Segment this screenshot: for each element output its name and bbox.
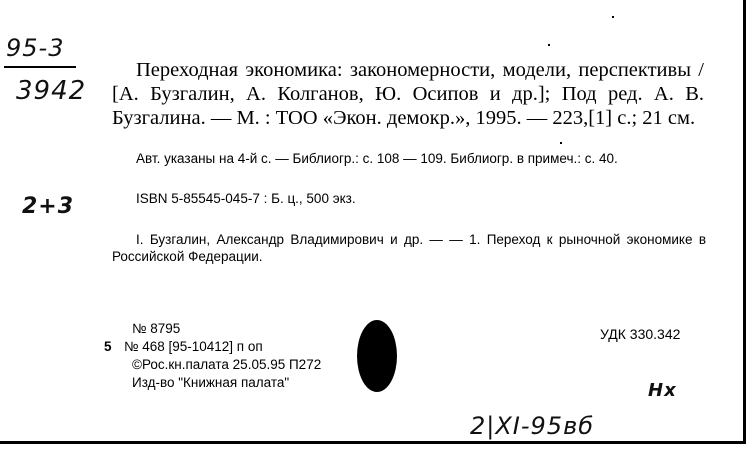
bibliographic-entry xyxy=(112,58,704,130)
speck xyxy=(548,44,550,46)
registration-line-3: ©Рос.кн.палата 25.05.95 П272 xyxy=(132,357,322,372)
registration-line-4: Изд-во "Книжная палата" xyxy=(132,375,290,390)
handwritten-mark: 2+3 xyxy=(22,194,75,219)
handwritten-underline xyxy=(4,66,76,68)
handwritten-number: 3942 xyxy=(16,76,87,106)
handwritten-code: 95-3 xyxy=(6,34,65,62)
subject-entry xyxy=(112,231,706,265)
speck xyxy=(560,142,562,144)
card-count: 5 xyxy=(104,339,112,354)
registration-line-2 xyxy=(104,338,321,356)
punch-hole xyxy=(357,320,397,392)
isbn-text: ISBN 5-85545-045-7 : Б. ц., 500 экз. xyxy=(136,191,356,206)
handwritten-bottom-note: 2|XI-95вб xyxy=(470,412,595,440)
registration-block xyxy=(104,320,322,392)
registration-number: № 468 [95-10412] п оп xyxy=(124,339,263,354)
bibliography-text: Авт. указаны на 4-й с. — Библиогр.: с. 108 — 109. Библиогр. в примеч.: с. 40. xyxy=(136,151,618,166)
registration-line-1: № 8795 xyxy=(132,321,181,336)
entry-text: Переходная экономика: закономерности, модели, перспективы / [А. Бузгалин, А. Колганов, Ю. Осипов и др.]; Под ред. А. В. Бузгалина. — М. : ТОО «Экон. демокр.», 1995. — 223,[1] с.; 21 см. xyxy=(112,59,704,129)
bibliography-note xyxy=(112,150,706,167)
isbn-note xyxy=(112,190,706,207)
udk-code: УДК 330.342 xyxy=(600,326,681,342)
speck xyxy=(612,16,614,18)
handwritten-initials: Нх xyxy=(648,380,677,401)
subject-text: I. Бузгалин, Александр Владимирович и др. — — 1. Переход к рыночной экономике в Российской Федерации. xyxy=(112,232,706,264)
